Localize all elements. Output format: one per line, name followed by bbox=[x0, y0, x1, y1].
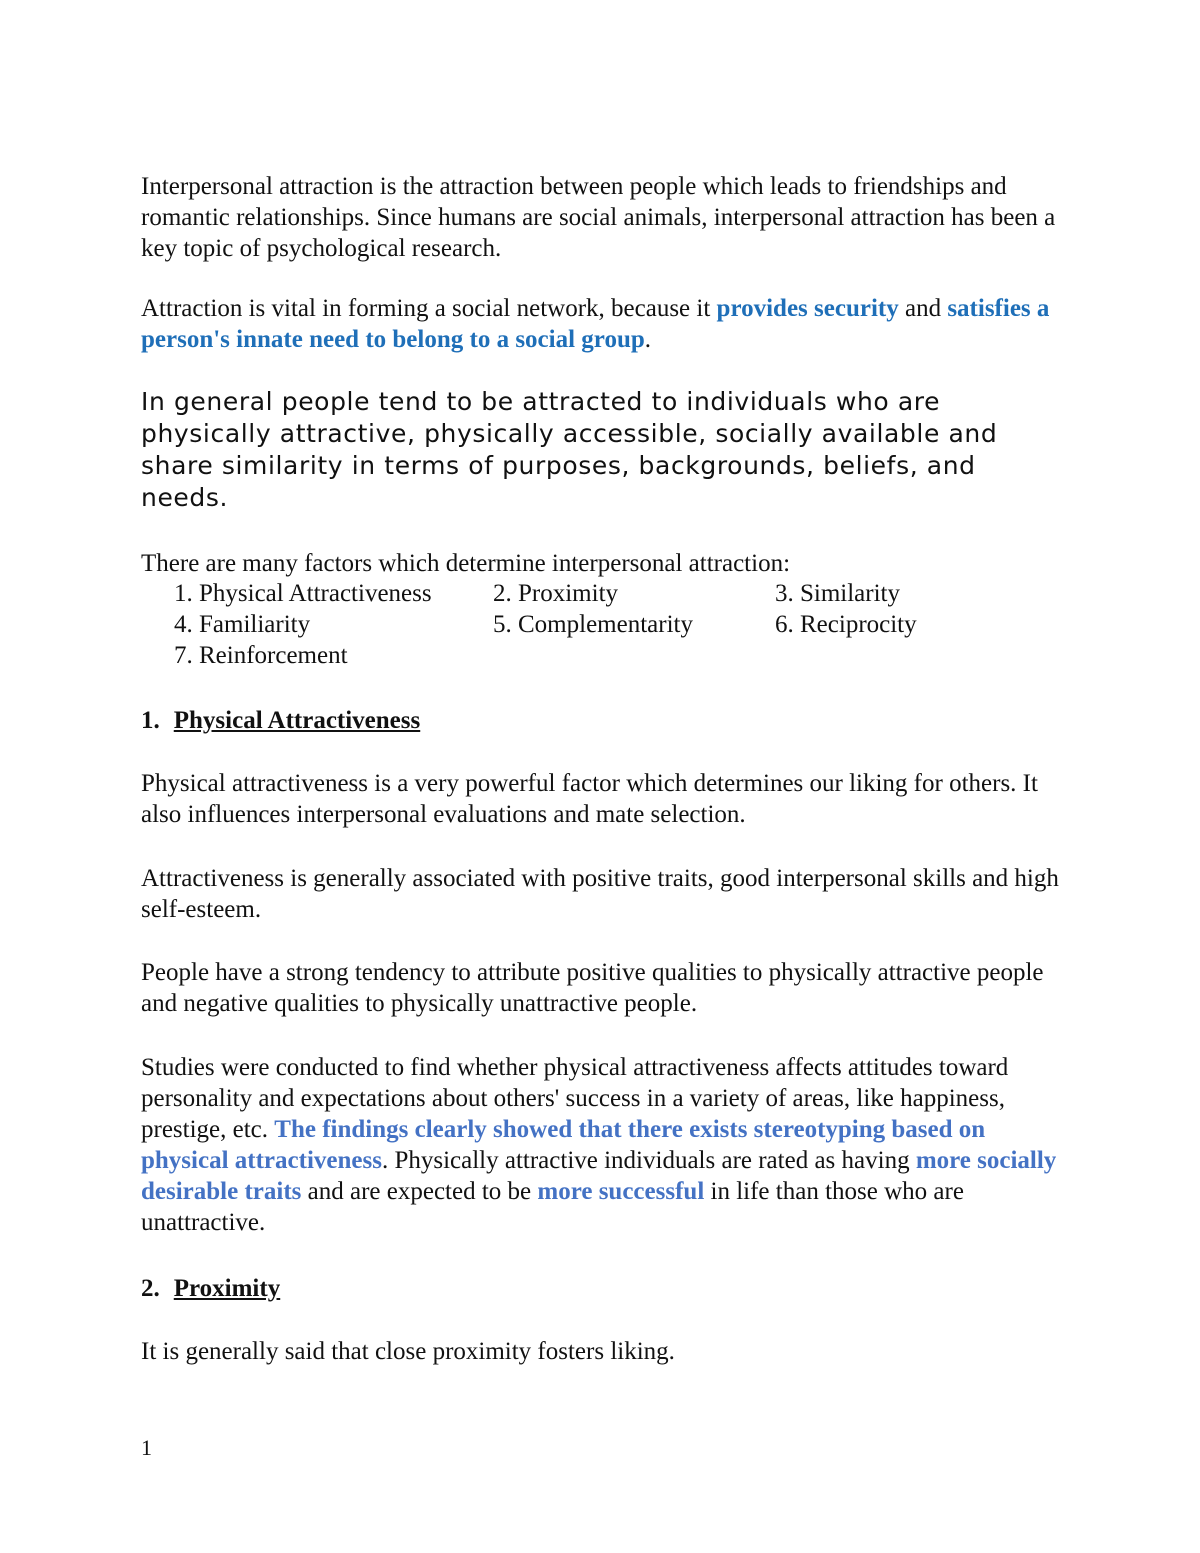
section1-paragraph-1: Physical attractiveness is a very powerful factor which determines our liking for others. It also influences interpersonal evaluations and mate selection. bbox=[141, 770, 1038, 828]
section1-paragraph-4 bbox=[141, 1052, 1061, 1238]
highlight-findings: The findings clearly showed that there exists stereotyping based on physical attractiveness bbox=[141, 1116, 986, 1174]
section2-number: 2. bbox=[141, 1275, 160, 1302]
general-tendency-paragraph: In general people tend to be attracted to individuals who are physically attractive, physically accessible, socially available and share similarity in terms of purposes, backgrounds, beliefs, and needs. bbox=[141, 387, 998, 512]
section2-heading bbox=[141, 1273, 280, 1304]
studies-text-d: in life than those who are unattractive. bbox=[141, 1178, 964, 1236]
section2-title: Proximity bbox=[173, 1275, 281, 1302]
factor-item: 2. Proximity bbox=[493, 580, 619, 607]
factor-item: 4. Familiarity bbox=[174, 611, 311, 638]
factor-item: 3. Similarity bbox=[775, 580, 900, 607]
factor-item: 1. Physical Attractiveness bbox=[174, 580, 432, 607]
studies-text-b: . Physically attractive individuals are rated as having bbox=[381, 1147, 916, 1174]
factors-intro: There are many factors which determine interpersonal attraction: bbox=[141, 550, 791, 577]
section1-paragraph-2: Attractiveness is generally associated with positive traits, good interpersonal skills and high self-esteem. bbox=[141, 865, 1059, 923]
section1-number: 1. bbox=[141, 707, 160, 734]
studies-text-a: Studies were conducted to find whether physical attractiveness affects attitudes toward personality and expectations about others' success in a variety of areas, like happiness, prestige, etc. bbox=[141, 1054, 1009, 1143]
highlight-provides-security: provides security bbox=[716, 295, 899, 322]
page-number: 1 bbox=[141, 1435, 152, 1460]
intro-paragraph: Interpersonal attraction is the attraction between people which leads to friendships and romantic relationships. Since humans are social animals, interpersonal attraction has been a key topic of psychological research. bbox=[141, 173, 1056, 262]
studies-text-c: and are expected to be bbox=[301, 1178, 538, 1205]
highlight-more-successful: more successful bbox=[537, 1178, 705, 1205]
attraction-text-start: Attraction is vital in forming a social network, because it bbox=[141, 295, 717, 322]
section1-paragraph-3: People have a strong tendency to attribute positive qualities to physically attractive people and negative qualities to physically unattractive people. bbox=[141, 959, 1044, 1017]
highlight-desirable-traits: more socially desirable traits bbox=[141, 1147, 1057, 1205]
attraction-text-end: . bbox=[644, 326, 651, 353]
attraction-text-mid: and bbox=[898, 295, 948, 322]
factor-item: 5. Complementarity bbox=[493, 611, 693, 638]
factor-item: 6. Reciprocity bbox=[775, 611, 917, 638]
section2-paragraph-1: It is generally said that close proximity fosters liking. bbox=[141, 1338, 675, 1365]
factor-item: 7. Reinforcement bbox=[174, 642, 348, 669]
section1-title: Physical Attractiveness bbox=[173, 707, 421, 734]
highlight-innate-need: satisfies a person's innate need to belong to a social group bbox=[141, 295, 1050, 353]
section1-heading bbox=[141, 705, 420, 736]
attraction-paragraph bbox=[141, 293, 1071, 355]
